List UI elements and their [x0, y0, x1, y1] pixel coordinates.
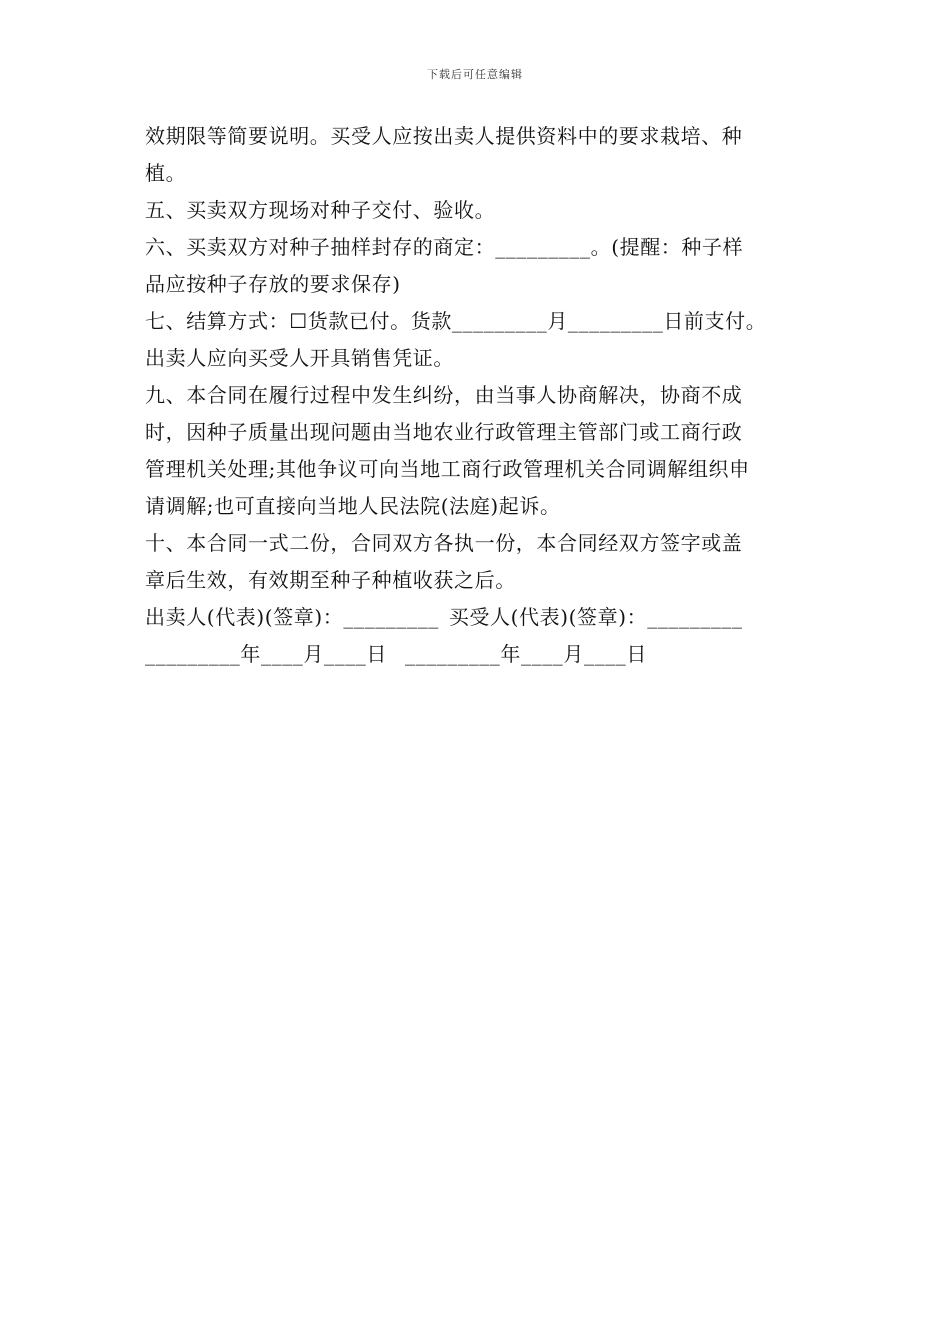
date-row: [145, 636, 825, 673]
clause-six: 六、买卖双方对种子抽样封存的商定：_________。(提醒：种子样: [145, 235, 744, 259]
clause-nine: 九、本合同在履行过程中发生纠纷，由当事人协商解决，协商不成: [145, 383, 743, 407]
clause-five: 五、买卖双方现场对种子交付、验收。: [145, 198, 496, 222]
paragraph-line: 效期限等简要说明。买受人应按出卖人提供资料中的要求栽培、种: [145, 124, 743, 148]
clause-seven: 七、结算方式：☐货款已付。货款_________月_________日前支付。: [145, 309, 767, 333]
clause-ten: 十、本合同一式二份，合同双方各执一份，本合同经双方签字或盖: [145, 531, 743, 555]
paragraph-line: 管理机关处理;其他争议可向当地工商行政管理机关合同调解组织申: [145, 457, 750, 481]
page-header-note: 下载后可任意编辑: [427, 68, 523, 81]
paragraph-line: 时，因种子质量出现问题由当地农业行政管理主管部门或工商行政: [145, 420, 743, 444]
seller-date: _________年____月____日: [145, 642, 387, 666]
buyer-signature: 买受人(代表)(签章)：_________: [448, 605, 743, 629]
paragraph-line: 章后生效，有效期至种子种植收获之后。: [145, 568, 516, 592]
paragraph-line: 请调解;也可直接向当地人民法院(法庭)起诉。: [145, 494, 561, 518]
seller-signature: 出卖人(代表)(签章)：_________: [145, 605, 439, 629]
contract-body: [145, 118, 825, 673]
paragraph-line: 出卖人应向买受人开具销售凭证。: [145, 346, 454, 370]
paragraph-line: 品应按种子存放的要求保存): [145, 272, 401, 296]
paragraph-line: 植。: [145, 161, 187, 185]
buyer-date: _________年____月____日: [405, 642, 647, 666]
signature-row: [145, 599, 825, 636]
